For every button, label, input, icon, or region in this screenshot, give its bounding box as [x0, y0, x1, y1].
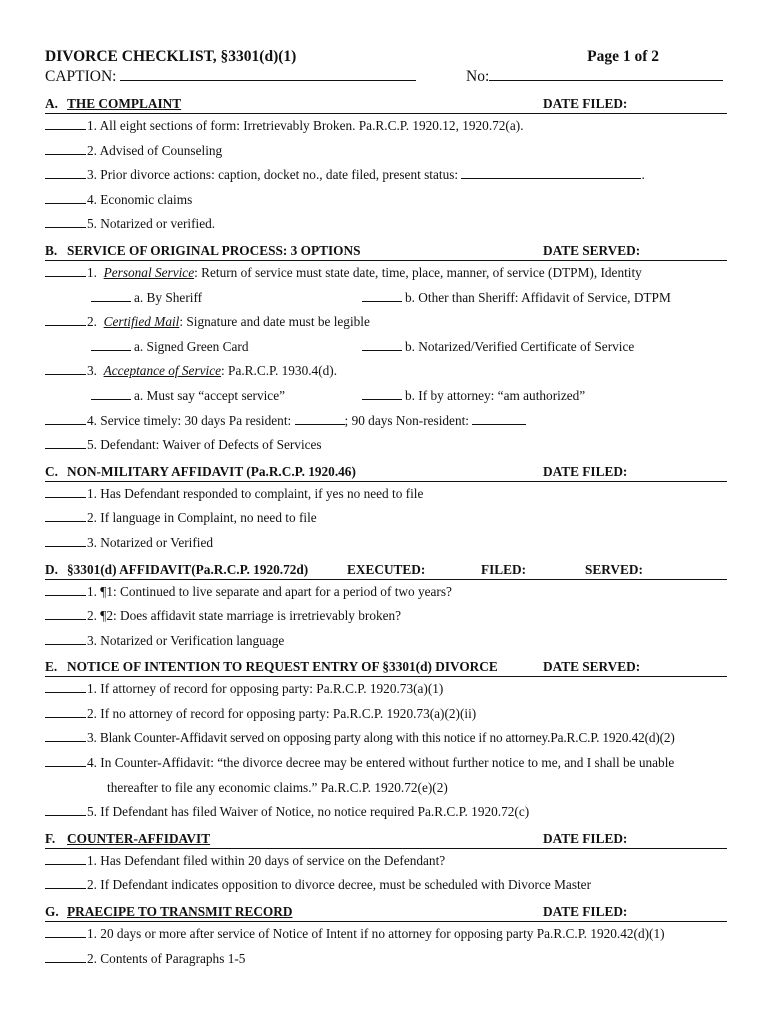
checklist-document [45, 48, 727, 971]
checklist-item: 5. If Defendant has filed Waiver of Notice, no notice required Pa.R.C.P. 1920.72(c) [45, 800, 727, 825]
check-blank[interactable] [45, 703, 86, 718]
checklist-item: 2. If Defendant indicates opposition to divorce decree, must be scheduled with Divorce Master [45, 873, 727, 898]
checklist-item: 1. If attorney of record for opposing party: Pa.R.C.P. 1920.73(a)(1) [45, 677, 727, 702]
check-blank[interactable] [45, 140, 86, 155]
checklist-item: 1. Has Defendant filed within 20 days of service on the Defendant? [45, 849, 727, 874]
check-blank[interactable] [45, 311, 86, 326]
sub-options: a. By Sheriff b. Other than Sheriff: Affidavit of Service, DTPM [45, 286, 727, 311]
caption-field[interactable] [120, 66, 416, 81]
section-f-title: COUNTER-AFFIDAVIT [67, 830, 211, 846]
check-blank[interactable] [45, 874, 86, 889]
prior-actions-field[interactable] [461, 164, 641, 179]
check-blank[interactable] [45, 262, 86, 277]
resident-days-field[interactable] [295, 410, 345, 425]
check-blank[interactable] [45, 752, 86, 767]
checklist-item: 2. ¶2: Does affidavit state marriage is irretrievably broken? [45, 604, 727, 629]
section-d-executed-label: EXECUTED: [347, 561, 426, 577]
check-blank[interactable] [362, 385, 402, 400]
checklist-item: 3. Notarized or Verified [45, 531, 727, 556]
section-g-heading: G. PRAECIPE TO TRANSMIT RECORD DATE FILED: [45, 904, 727, 922]
check-blank[interactable] [45, 605, 86, 620]
check-blank[interactable] [91, 336, 131, 351]
section-d-filed-label: FILED: [481, 561, 527, 577]
section-d-served-label: SERVED: [585, 561, 643, 577]
page-number: Page 1 of 2 [587, 48, 659, 65]
check-blank[interactable] [45, 115, 86, 130]
checklist-item: 1. Personal Service: Return of service must state date, time, place, manner, of service (DTPM), Identity [45, 261, 727, 286]
check-blank[interactable] [91, 385, 131, 400]
check-blank[interactable] [45, 213, 86, 228]
checklist-item: 4. Service timely: 30 days Pa resident: ; 90 days Non-resident: [45, 409, 727, 434]
check-blank[interactable] [45, 678, 86, 693]
checklist-item: 1. All eight sections of form: Irretrievably Broken. Pa.R.C.P. 1920.12, 1920.72(a). [45, 114, 727, 139]
section-d-title: §3301(d) AFFIDAVIT(Pa.R.C.P. 1920.72d) [67, 561, 309, 577]
section-c-title: NON-MILITARY AFFIDAVIT (Pa.R.C.P. 1920.46) [67, 463, 356, 479]
checklist-item: 3. Blank Counter-Affidavit served on opposing party along with this notice if no attorney.Pa.R.C.P. 1920.42(d)(2) [45, 726, 727, 751]
checklist-item: 4. In Counter-Affidavit: “the divorce decree may be entered without further notice to me, and I shall be unable [45, 751, 727, 776]
section-e-date-label: DATE SERVED: [543, 659, 641, 675]
check-blank[interactable] [362, 287, 402, 302]
section-f-heading: F. COUNTER-AFFIDAVIT DATE FILED: [45, 831, 727, 849]
case-number-field[interactable] [489, 66, 723, 81]
check-blank[interactable] [45, 189, 86, 204]
section-c-heading: C. NON-MILITARY AFFIDAVIT (Pa.R.C.P. 1920.46) DATE FILED: [45, 464, 727, 482]
checklist-item: 2. If language in Complaint, no need to file [45, 506, 727, 531]
checklist-item: 2. Advised of Counseling [45, 139, 727, 164]
checklist-item: 2. Contents of Paragraphs 1-5 [45, 947, 727, 972]
section-a-title: THE COMPLAINT [67, 96, 182, 111]
checklist-item: 5. Defendant: Waiver of Defects of Services [45, 433, 727, 458]
caption-label: CAPTION: [45, 68, 117, 85]
document-header [45, 48, 727, 66]
case-number-label: No: [466, 68, 490, 85]
checklist-item: 3. Notarized or Verification language [45, 629, 727, 654]
section-b-date-label: DATE SERVED: [543, 242, 641, 258]
nonresident-days-field[interactable] [472, 410, 526, 425]
section-e-heading: E. NOTICE OF INTENTION TO REQUEST ENTRY OF §3301(d) DIVORCE DATE SERVED: [45, 659, 727, 677]
check-blank[interactable] [45, 801, 86, 816]
checklist-item: 3. Acceptance of Service: Pa.R.C.P. 1930.4(d). [45, 359, 727, 384]
sub-options: a. Must say “accept service” b. If by attorney: “am authorized” [45, 384, 727, 409]
section-c-date-label: DATE FILED: [543, 463, 628, 479]
check-blank[interactable] [45, 483, 86, 498]
section-b-title: SERVICE OF ORIGINAL PROCESS: 3 OPTIONS [67, 242, 361, 258]
check-blank[interactable] [45, 410, 86, 425]
check-blank[interactable] [45, 532, 86, 547]
check-blank[interactable] [45, 727, 86, 742]
document-title: DIVORCE CHECKLIST, §3301(d)(1) [45, 48, 297, 65]
section-g-date-label: DATE FILED: [543, 904, 628, 920]
checklist-item: 4. Economic claims [45, 188, 727, 213]
section-a-heading: A. THE COMPLAINT DATE FILED: [45, 96, 727, 114]
check-blank[interactable] [45, 164, 86, 179]
caption-row [45, 66, 727, 90]
checklist-item: 1. Has Defendant responded to complaint, if yes no need to file [45, 482, 727, 507]
section-g-title: PRAECIPE TO TRANSMIT RECORD [67, 904, 293, 920]
check-blank[interactable] [45, 850, 86, 865]
sub-options: a. Signed Green Card b. Notarized/Verified Certificate of Service [45, 335, 727, 360]
check-blank[interactable] [45, 360, 86, 375]
section-f-date-label: DATE FILED: [543, 830, 628, 846]
check-blank[interactable] [362, 336, 402, 351]
check-blank[interactable] [45, 923, 86, 938]
checklist-item: 2. Certified Mail: Signature and date must be legible [45, 310, 727, 335]
checklist-item: 3. Prior divorce actions: caption, docket no., date filed, present status: . [45, 163, 727, 188]
section-b-heading: B. SERVICE OF ORIGINAL PROCESS: 3 OPTIONS DATE SERVED: [45, 243, 727, 261]
check-blank[interactable] [45, 948, 86, 963]
check-blank[interactable] [45, 581, 86, 596]
section-e-title: NOTICE OF INTENTION TO REQUEST ENTRY OF §3301(d) DIVORCE [67, 659, 498, 675]
checklist-item: 2. If no attorney of record for opposing party: Pa.R.C.P. 1920.73(a)(2)(ii) [45, 702, 727, 727]
check-blank[interactable] [91, 287, 131, 302]
checklist-item: 5. Notarized or verified. [45, 212, 727, 237]
check-blank[interactable] [45, 434, 86, 449]
check-blank[interactable] [45, 630, 86, 645]
section-d-heading: D. §3301(d) AFFIDAVIT(Pa.R.C.P. 1920.72d) EXECUTED: FILED: SERVED: [45, 562, 727, 580]
checklist-item-continuation: thereafter to file any economic claims.” Pa.R.C.P. 1920.72(e)(2) [107, 779, 448, 795]
check-blank[interactable] [45, 507, 86, 522]
checklist-item: 1. ¶1: Continued to live separate and apart for a period of two years? [45, 580, 727, 605]
checklist-item: 1. 20 days or more after service of Notice of Intent if no attorney for opposing party Pa.R.C.P. 1920.42(d)(1) [45, 922, 727, 947]
section-a-date-label: DATE FILED: [543, 96, 628, 111]
